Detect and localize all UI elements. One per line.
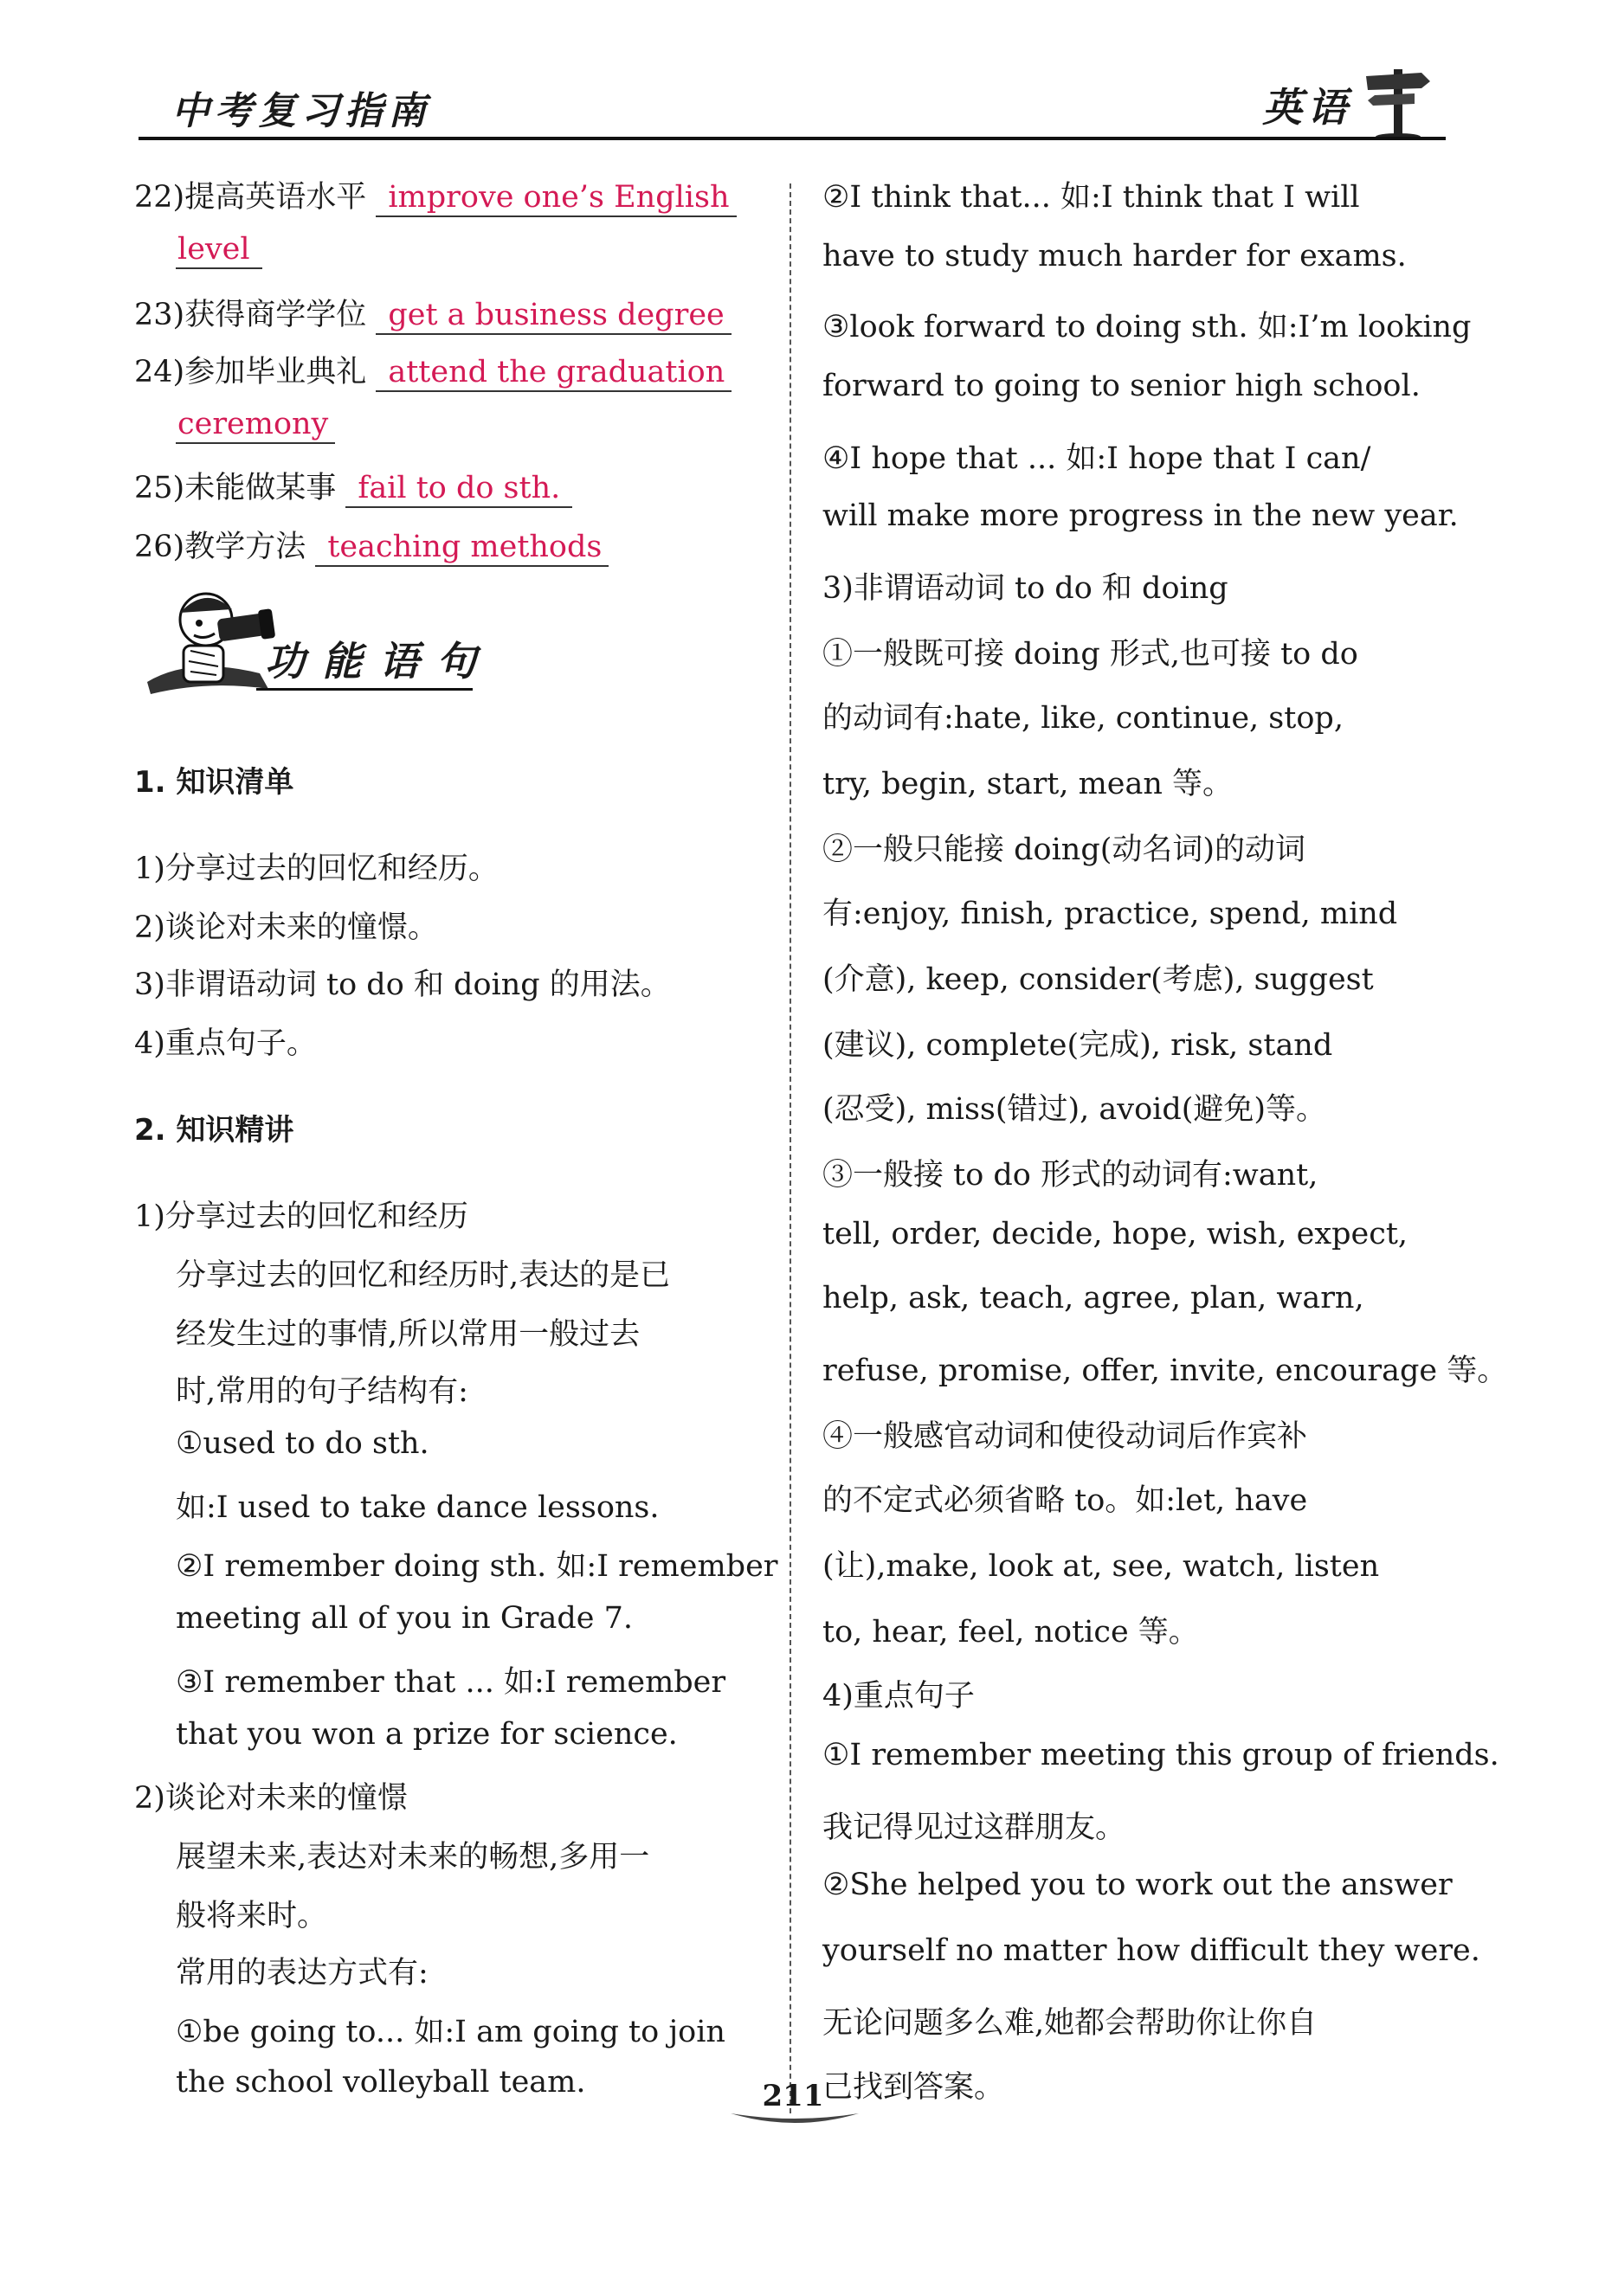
text-line: 无论问题多么难,她都会帮助你让你自 (822, 2006, 1318, 2041)
text-line: ③一般接 to do 形式的动词有:want, (822, 1158, 1318, 1193)
text-line: tell, order, decide, hope, wish, expect, (822, 1217, 1408, 1251)
vocab-number: 22) (134, 180, 185, 215)
text-line: (忍受), miss(错过), avoid(避免)等。 (822, 1092, 1327, 1127)
vocab-number: 23) (134, 298, 185, 332)
text-line: ①一般既可接 doing 形式,也可接 to do (822, 637, 1358, 672)
text-line: 经发生过的事情,所以常用一般过去 (176, 1317, 641, 1352)
list-item: 1)分享过去的回忆和经历。 (134, 852, 499, 886)
text-line: ②一般只能接 doing(动名词)的动词 (822, 833, 1306, 867)
text-line: ②She helped you to work out the answer (822, 1868, 1453, 1902)
text-line: ③look forward to doing sth. 如:I’m looking (822, 310, 1472, 344)
text-line: (建议), complete(完成), risk, stand (822, 1028, 1333, 1063)
section-title: 功能语句 (265, 638, 493, 685)
vocab-number: 24) (134, 355, 185, 389)
text-line: ①be going to... 如:I am going to join (176, 2015, 725, 2049)
vocab-answer: get a business degree (376, 299, 731, 335)
text-line: 分享过去的回忆和经历时,表达的是已 (176, 1258, 671, 1293)
vocab-item-26 (134, 523, 609, 567)
heading-knowledge-list: 1. 知识清单 (134, 765, 294, 800)
vocab-chinese: 教学方法 (184, 530, 306, 564)
vocab-answer-cont: level (176, 234, 262, 269)
text-line: 己找到答案。 (822, 2070, 1005, 2105)
text-line: (介意), keep, consider(考虑), suggest (822, 962, 1374, 997)
vocab-answer-cont: ceremony (176, 408, 335, 444)
text-line: 的动词有:hate, like, continue, stop, (822, 701, 1344, 736)
subheading: 3)非谓语动词 to do 和 doing (822, 571, 1228, 606)
text-line: yourself no matter how difficult they were. (822, 1933, 1480, 1968)
vocab-item-24 (134, 348, 732, 392)
page-number: 211 (762, 2079, 824, 2113)
vocab-answer: fail to do sth. (345, 473, 572, 508)
text-line: try, begin, start, mean 等。 (822, 767, 1234, 801)
text-line: ③I remember that ... 如:I remember (176, 1665, 726, 1700)
page-header (139, 0, 1446, 147)
header-rule (139, 137, 1446, 140)
vocab-chinese: 获得商学学位 (184, 298, 367, 332)
signpost-icon (1361, 61, 1435, 140)
vocab-item-24-cont (176, 407, 335, 444)
vocab-item-23 (134, 291, 732, 335)
text-line: 般将来时。 (176, 1899, 328, 1933)
text-line: to, hear, feel, notice 等。 (822, 1615, 1199, 1650)
vocab-chinese: 提高英语水平 (184, 180, 367, 215)
text-line: help, ask, teach, agree, plan, warn, (822, 1281, 1364, 1315)
book-title: 中考复习指南 (171, 89, 431, 133)
column-divider (790, 183, 791, 2113)
text-line: 有:enjoy, finish, practice, spend, mind (822, 897, 1398, 931)
text-line: ④I hope that ... 如:I hope that I can/ (822, 441, 1371, 476)
list-item: 2)谈论对未来的憧憬。 (134, 910, 438, 945)
text-line: have to study much harder for exams. (822, 239, 1407, 273)
vocab-answer: teaching methods (315, 531, 609, 567)
subheading: 4)重点句子 (822, 1679, 975, 1714)
vocab-chinese: 参加毕业典礼 (184, 355, 367, 389)
text-line: ②I remember doing sth. 如:I remember (176, 1549, 778, 1584)
vocab-number: 25) (134, 471, 185, 505)
text-line: meeting all of you in Grade 7. (176, 1601, 634, 1636)
text-line: will make more progress in the new year. (822, 498, 1459, 533)
text-line: refuse, promise, offer, invite, encourage 等。 (822, 1354, 1508, 1388)
vocab-number: 26) (134, 530, 185, 564)
section-title-rule (256, 688, 473, 691)
text-line: 展望未来,表达对未来的畅想,多用一 (176, 1840, 650, 1875)
vocab-chinese: 未能做某事 (184, 471, 337, 505)
text-line: ①I remember meeting this group of friends. (822, 1738, 1499, 1772)
subheading: 1)分享过去的回忆和经历 (134, 1199, 468, 1234)
list-item: 3)非谓语动词 to do 和 doing 的用法。 (134, 968, 671, 1002)
text-line: 我记得见过这群朋友。 (822, 1810, 1126, 1845)
vocab-answer: improve one’s English (376, 182, 736, 217)
text-line: forward to going to senior high school. (822, 369, 1421, 403)
text-line: 常用的表达方式有: (176, 1956, 429, 1991)
text-line: 时,常用的句子结构有: (176, 1374, 468, 1409)
text-line: that you won a prize for science. (176, 1717, 678, 1752)
vocab-item-25 (134, 464, 572, 508)
list-item: 4)重点句子。 (134, 1026, 317, 1061)
vocab-item-22 (134, 173, 737, 217)
text-line: 的不定式必须省略 to。如:let, have (822, 1483, 1308, 1518)
text-line: ②I think that... 如:I think that I will (822, 180, 1360, 215)
vocab-answer: attend the graduation (376, 357, 732, 392)
vocab-item-22-cont (176, 232, 262, 269)
text-line: ①used to do sth. (176, 1426, 429, 1461)
subject-label: 英语 (1262, 84, 1352, 131)
heading-knowledge-explain: 2. 知识精讲 (134, 1113, 294, 1148)
text-line: the school volleyball team. (176, 2065, 586, 2100)
text-line: (让),make, look at, see, watch, listen (822, 1549, 1380, 1584)
subheading: 2)谈论对未来的憧憬 (134, 1781, 408, 1816)
text-line: 如:I used to take dance lessons. (176, 1490, 660, 1525)
text-line: ④一般感官动词和使役动词后作宾补 (822, 1419, 1308, 1454)
page-number-swoosh-icon (725, 2105, 864, 2131)
